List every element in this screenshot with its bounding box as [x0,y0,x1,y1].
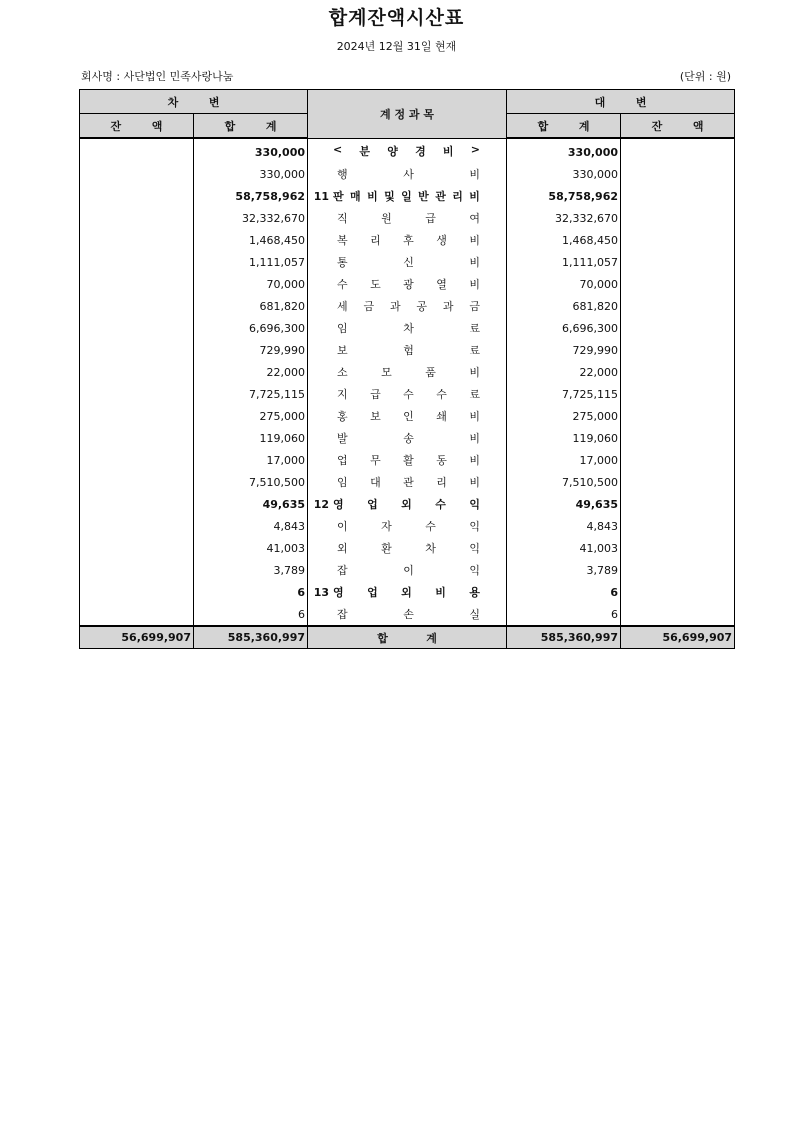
debit-balance-cell [80,273,194,295]
debit-total-cell: 6 [194,603,308,626]
debit-balance-cell [80,405,194,427]
account-name: < 분 양 경 비 > [333,142,480,158]
totals-row [80,626,735,649]
account-cell [308,537,507,559]
account-cell [308,207,507,229]
debit-total-cell: 681,820 [194,295,308,317]
account-cell [308,185,507,207]
account-name: 영 업 외 비 용 [333,586,480,599]
debit-balance-cell [80,449,194,471]
table-row [80,295,735,317]
account-cell [308,339,507,361]
account-cell [308,317,507,339]
table-row [80,138,735,163]
account-cell [308,515,507,537]
debit-total-cell: 1,468,450 [194,229,308,251]
table-row [80,603,735,626]
debit-total-cell: 7,725,115 [194,383,308,405]
credit-balance-cell [621,427,735,449]
account-code: 13 [313,585,330,599]
debit-total-cell: 70,000 [194,273,308,295]
credit-balance-cell [621,405,735,427]
credit-total-cell: 681,820 [507,295,621,317]
account-cell [308,295,507,317]
table-body [80,138,735,626]
debit-total-cell: 32,332,670 [194,207,308,229]
table-row [80,449,735,471]
debit-total-cell: 1,111,057 [194,251,308,273]
debit-total-cell: 3,789 [194,559,308,581]
debit-balance-cell [80,603,194,626]
account-cell [308,273,507,295]
account-cell [308,251,507,273]
debit-balance-cell [80,317,194,339]
debit-balance-cell [80,537,194,559]
account-cell [308,383,507,405]
credit-balance-cell [621,383,735,405]
total-label: 합 계 [377,631,437,645]
credit-total-cell: 275,000 [507,405,621,427]
debit-balance-cell [80,471,194,493]
debit-balance-cell [80,383,194,405]
table-row [80,339,735,361]
credit-total-cell: 6 [507,603,621,626]
account-cell [308,405,507,427]
debit-total-cell: 22,000 [194,361,308,383]
table-row [80,185,735,207]
credit-total-cell: 1,468,450 [507,229,621,251]
table-row [80,229,735,251]
account-cell [308,229,507,251]
credit-total-cell: 7,510,500 [507,471,621,493]
debit-balance-cell [80,138,194,163]
credit-total-cell: 7,725,115 [507,383,621,405]
table-row [80,383,735,405]
debit-balance-cell [80,361,194,383]
account-cell [308,559,507,581]
account-name: 잡 손 실 [337,608,480,621]
account-code: 11 [313,189,330,203]
credit-header: 대 변 [507,90,735,114]
debit-balance-cell [80,251,194,273]
account-cell [308,361,507,383]
account-name: 복 리 후 생 비 [337,234,480,247]
debit-total-cell: 17,000 [194,449,308,471]
account-name: 수 도 광 열 비 [337,278,480,291]
credit-total-cell: 41,003 [507,537,621,559]
total-debit-total: 585,360,997 [194,626,308,649]
credit-total-cell: 1,111,057 [507,251,621,273]
account-cell [308,471,507,493]
debit-balance-cell [80,229,194,251]
total-credit-total: 585,360,997 [507,626,621,649]
total-debit-balance: 56,699,907 [80,626,194,649]
debit-header: 차 변 [80,90,308,114]
table-row [80,537,735,559]
table-row [80,515,735,537]
report-date: 2024년 12월 31일 현재 [336,40,457,53]
credit-total-cell: 119,060 [507,427,621,449]
table-row [80,493,735,515]
credit-balance-cell [621,449,735,471]
credit-total-cell: 17,000 [507,449,621,471]
credit-total-cell: 330,000 [507,163,621,185]
account-code: 12 [313,497,330,511]
credit-balance-cell [621,515,735,537]
account-cell [308,581,507,603]
debit-total-header: 합 계 [194,114,308,139]
table-row [80,405,735,427]
table-row [80,317,735,339]
trial-balance-table [79,89,735,649]
credit-balance-cell [621,339,735,361]
account-cell [308,449,507,471]
credit-balance-cell [621,163,735,185]
debit-total-cell: 41,003 [194,537,308,559]
debit-balance-cell [80,339,194,361]
table-row [80,559,735,581]
credit-total-cell: 330,000 [507,138,621,163]
credit-balance-cell [621,207,735,229]
credit-balance-cell [621,138,735,163]
credit-total-cell: 3,789 [507,559,621,581]
account-name: 잡 이 익 [337,564,480,577]
debit-total-cell: 6,696,300 [194,317,308,339]
credit-balance-cell [621,559,735,581]
total-credit-balance: 56,699,907 [621,626,735,649]
credit-total-header: 합 계 [507,114,621,139]
credit-balance-cell [621,273,735,295]
account-name: 외 환 차 익 [337,542,480,555]
table-row [80,207,735,229]
table-row [80,471,735,493]
credit-total-cell: 22,000 [507,361,621,383]
credit-balance-cell [621,361,735,383]
account-name: 지 급 수 수 료 [337,388,480,401]
account-cell [308,163,507,185]
credit-total-cell: 6 [507,581,621,603]
account-name: 업 무 활 동 비 [337,454,480,467]
credit-balance-cell [621,537,735,559]
account-cell [308,603,507,626]
credit-balance-cell [621,295,735,317]
debit-balance-header: 잔 액 [80,114,194,139]
account-name: 통 신 비 [337,256,480,269]
debit-total-cell: 729,990 [194,339,308,361]
debit-total-cell: 330,000 [194,163,308,185]
credit-total-cell: 49,635 [507,493,621,515]
debit-balance-cell [80,581,194,603]
debit-total-cell: 119,060 [194,427,308,449]
debit-total-cell: 275,000 [194,405,308,427]
debit-balance-cell [80,427,194,449]
debit-total-cell: 7,510,500 [194,471,308,493]
account-name: 소 모 품 비 [337,366,480,379]
credit-balance-cell [621,603,735,626]
table-row [80,581,735,603]
debit-balance-cell [80,295,194,317]
debit-balance-cell [80,207,194,229]
debit-total-cell: 58,758,962 [194,185,308,207]
currency-unit: (단위 : 원) [679,70,731,83]
debit-balance-cell [80,515,194,537]
account-name: 임 차 료 [337,322,480,335]
account-name: 보 험 료 [337,344,480,357]
credit-balance-cell [621,251,735,273]
account-name: 판 매 비 및 일 반 관 리 비 [333,190,480,203]
debit-balance-cell [80,185,194,207]
credit-balance-cell [621,493,735,515]
credit-total-cell: 6,696,300 [507,317,621,339]
credit-total-cell: 4,843 [507,515,621,537]
account-cell [308,138,507,163]
debit-balance-cell [80,163,194,185]
table-row [80,163,735,185]
debit-balance-cell [80,559,194,581]
debit-total-cell: 6 [194,581,308,603]
credit-total-cell: 58,758,962 [507,185,621,207]
company-name: 회사명 : 사단법인 민족사랑나눔 [81,70,234,83]
credit-total-cell: 70,000 [507,273,621,295]
account-header: 계 정 과 목 [308,90,507,139]
account-name: 홍 보 인 쇄 비 [337,410,480,423]
table-row [80,251,735,273]
credit-balance-cell [621,581,735,603]
table-row [80,361,735,383]
table-row [80,427,735,449]
credit-total-cell: 32,332,670 [507,207,621,229]
credit-balance-cell [621,317,735,339]
credit-balance-header: 잔 액 [621,114,735,139]
account-cell [308,493,507,515]
account-cell [308,427,507,449]
table-row [80,273,735,295]
account-name: 발 송 비 [337,432,480,445]
account-name: 직 원 급 여 [337,212,480,225]
credit-balance-cell [621,185,735,207]
account-name: 임 대 관 리 비 [337,476,480,489]
debit-balance-cell [80,493,194,515]
debit-total-cell: 330,000 [194,138,308,163]
credit-balance-cell [621,229,735,251]
credit-total-cell: 729,990 [507,339,621,361]
account-name: 이 자 수 익 [337,520,480,533]
total-label-cell [308,626,507,649]
account-name: 세 금 과 공 과 금 [337,300,480,313]
account-name: 영 업 외 수 익 [333,498,480,511]
report-title: 합계잔액시산표 [328,7,465,29]
debit-total-cell: 4,843 [194,515,308,537]
account-name: 행 사 비 [337,168,480,181]
credit-balance-cell [621,471,735,493]
debit-total-cell: 49,635 [194,493,308,515]
